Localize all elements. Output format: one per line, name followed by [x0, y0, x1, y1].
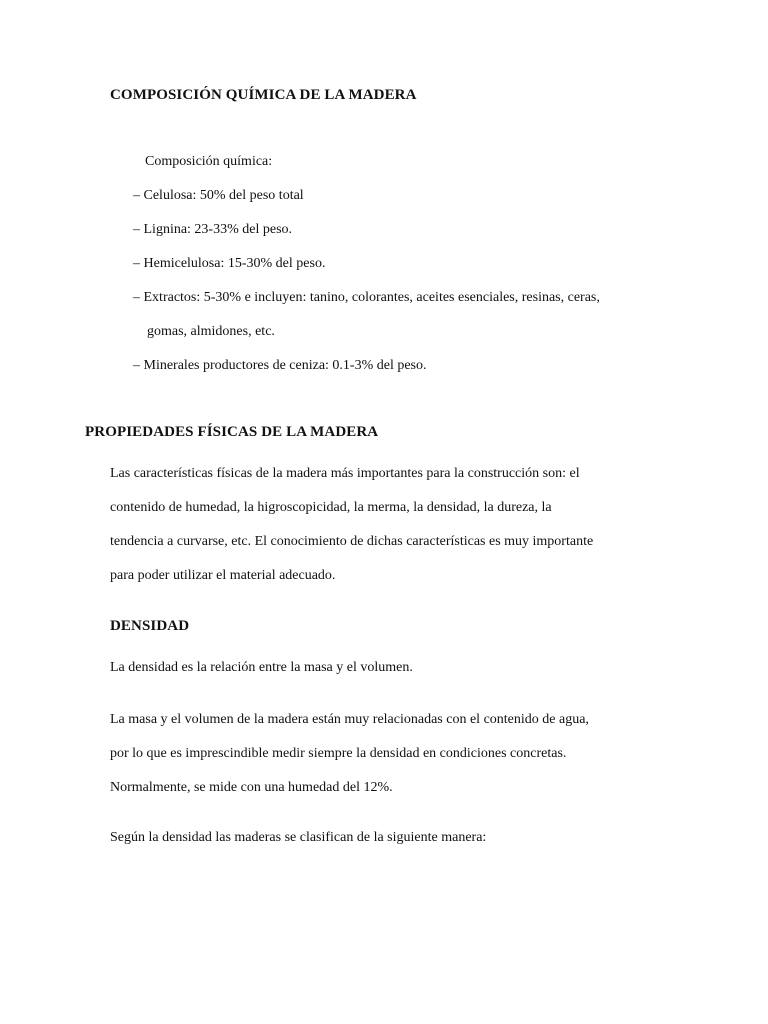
paragraph-line: La masa y el volumen de la madera están muy relacionadas con el contenido de agua, — [110, 712, 589, 727]
paragraph-line: para poder utilizar el material adecuado. — [110, 568, 336, 583]
paragraph-line: por lo que es imprescindible medir siempre la densidad en condiciones concretas. — [110, 746, 567, 761]
list-item: – Minerales productores de ceniza: 0.1-3% del peso. — [133, 358, 427, 373]
list-item: – Celulosa: 50% del peso total — [133, 188, 304, 203]
paragraph-line: tendencia a curvarse, etc. El conocimiento de dichas características es muy importante — [110, 534, 594, 549]
list-item: – Hemicelulosa: 15-30% del peso. — [133, 256, 326, 271]
section-title-composicion: COMPOSICIÓN QUÍMICA DE LA MADERA — [110, 87, 417, 103]
section-title-propiedades: PROPIEDADES FÍSICAS DE LA MADERA — [85, 424, 379, 440]
list-item: – Extractos: 5-30% e incluyen: tanino, colorantes, aceites esenciales, resinas, ceras, — [133, 290, 600, 305]
paragraph-line: Las características físicas de la madera más importantes para la construcción son: el — [110, 466, 580, 481]
composicion-intro: Composición química: — [145, 154, 273, 169]
list-item: – Lignina: 23-33% del peso. — [133, 222, 293, 237]
paragraph-line: Normalmente, se mide con una humedad del 12%. — [110, 780, 393, 795]
list-item-continuation: gomas, almidones, etc. — [147, 324, 275, 339]
paragraph-line: contenido de humedad, la higroscopicidad, la merma, la densidad, la dureza, la — [110, 500, 552, 515]
section-title-densidad: DENSIDAD — [110, 618, 190, 634]
densidad-definition: La densidad es la relación entre la masa y el volumen. — [110, 660, 413, 675]
classification-intro: Según la densidad las maderas se clasifican de la siguiente manera: — [110, 830, 487, 845]
